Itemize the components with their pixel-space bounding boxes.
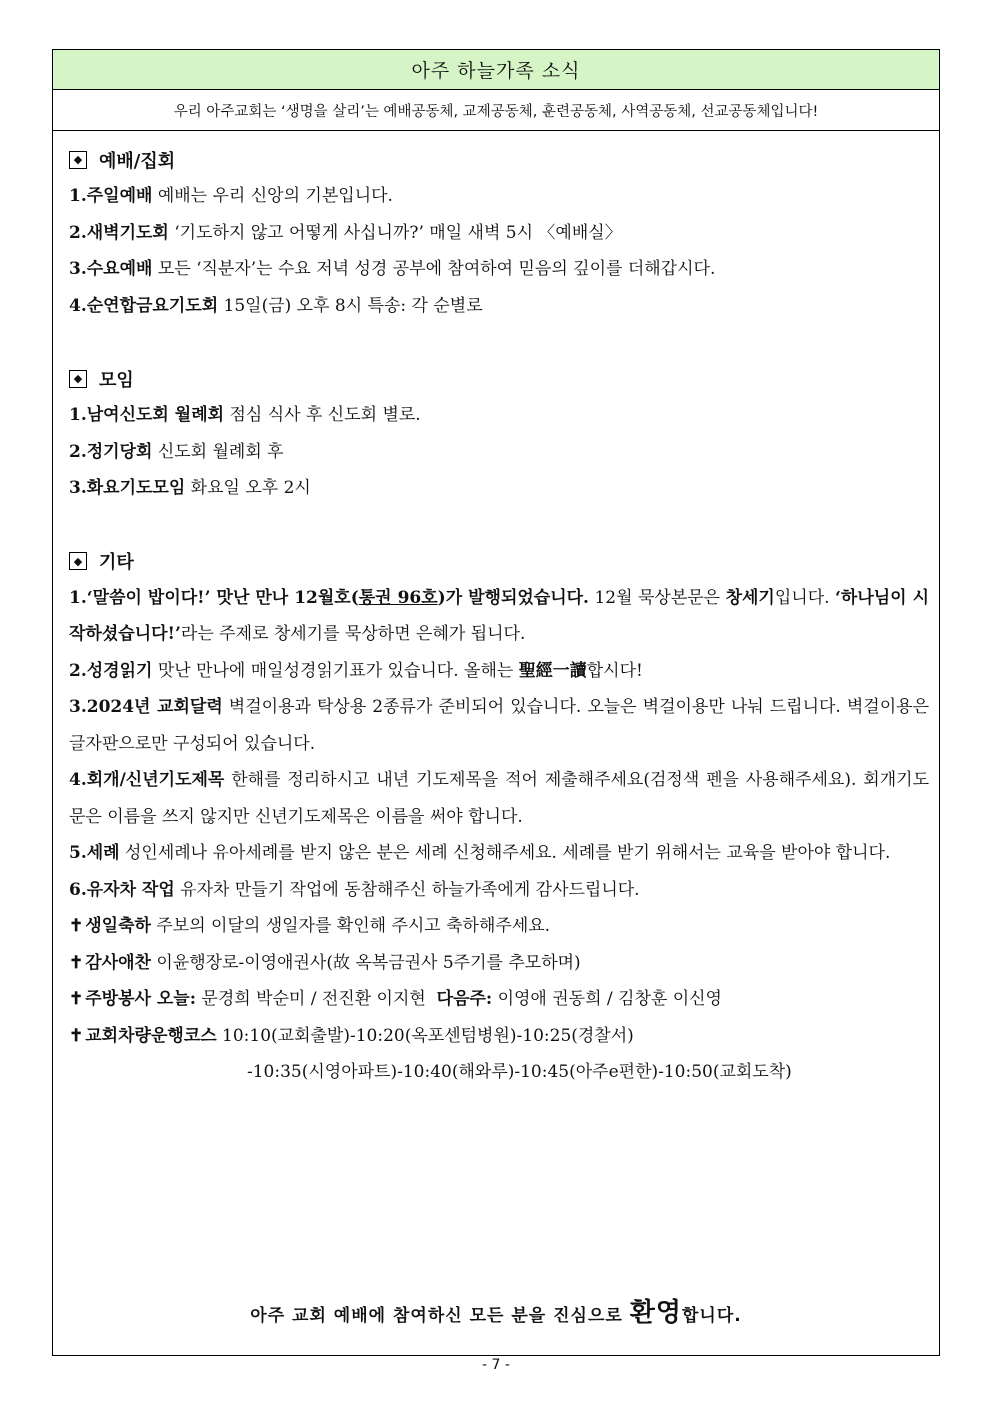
- item-label: 주방봉사: [85, 989, 151, 1009]
- item-label: 1.남여신도회 월례회: [69, 405, 225, 425]
- item-text: 합시다!: [586, 660, 643, 681]
- meeting-item: [69, 397, 929, 434]
- bulletin-frame: [52, 49, 940, 1356]
- item-label: 3.화요기도모임: [69, 478, 186, 498]
- welcome-text: 아주 교회 예배에 참여하신 모든 분을 진심으로: [250, 1306, 630, 1326]
- shuttle-route-1: 10:10(교회출발)-10:20(옥포센텀병원)-10:25(경찰서): [216, 1025, 634, 1046]
- item-label: 6.유자차 작업: [69, 879, 175, 900]
- item-label: )가 발행되었습니다.: [437, 587, 589, 608]
- item-text: 입니다.: [774, 587, 835, 608]
- item-label: 교회차량운행코스: [85, 1025, 217, 1046]
- diamond-in-square-icon: ◆: [69, 151, 87, 169]
- worship-item: [69, 215, 929, 252]
- misc-item-baptism: [69, 835, 929, 872]
- item-text: 성인세례나 유아세례를 받지 않은 분은 세례 신청해주세요. 세례를 받기 위해서는 교육을 받아야 합니다.: [119, 843, 891, 863]
- item-label: 2.정기당회: [69, 441, 153, 462]
- item-label: 4.순연합금요기도회: [69, 295, 219, 316]
- item-text: 벽걸이용과 탁상용 2종류가 준비되어 있습니다. 오늘은 벽걸이용만 나눠 드립니다. 벽걸이용은 글자판으로만 구성되어 있습니다.: [69, 697, 929, 754]
- shuttle-route-2: -10:35(시영아파트)-10:40(해와루)-10:45(아주e편한)-10:50(교회도착): [247, 1062, 792, 1082]
- next-week-label: 다음주:: [436, 989, 493, 1009]
- welcome-emphasis: 환영: [629, 1298, 682, 1328]
- worship-item: [69, 178, 929, 215]
- notice-kitchen: [69, 981, 929, 1018]
- issue-number: 통권 96호: [358, 587, 438, 608]
- meeting-item: [69, 434, 929, 471]
- today-volunteers: 문경희 박순미 / 전진환 이지현: [196, 989, 426, 1009]
- notice-birthday: [69, 908, 929, 945]
- cross-icon: ✝: [69, 916, 84, 936]
- item-label: 3.수요예배: [69, 259, 153, 279]
- page-number: - 7 -: [482, 1357, 510, 1373]
- item-label: 5.세례: [69, 843, 120, 863]
- item-label: 1.‘말씀이 밥이다!’ 맛난 만나 12월호(: [69, 587, 359, 608]
- bulletin-content: [53, 131, 939, 1091]
- spacer: [69, 324, 929, 360]
- cross-icon: ✝: [69, 989, 84, 1009]
- church-motto: 우리 아주교회는 ‘생명을 살리’는 예배공동체, 교제공동체, 훈련공동체, 사역공동체, 선교공동체입니다!: [53, 90, 939, 131]
- spacer: [69, 507, 929, 543]
- next-week-volunteers: 이영애 권동희 / 김창훈 이신영: [492, 989, 722, 1009]
- item-text: 신도회 월례회 후: [152, 441, 284, 462]
- hanja-text: 聖經一讀: [518, 660, 587, 681]
- misc-item-yuja-tea: [69, 872, 929, 909]
- meeting-item: [69, 470, 929, 507]
- section-title: 모임: [99, 369, 134, 391]
- item-text: 한해를 정리하시고 내년 기도제목을 적어 제출해주세요(검정색 펜을 사용해주세요). 회개기도문은 이름을 쓰지 않지만 신년기도제목은 이름을 써야 합니다.: [69, 770, 929, 827]
- section-worship-heading: [69, 141, 929, 178]
- item-label: 1.주일예배: [69, 186, 153, 206]
- welcome-text: 합니다.: [681, 1306, 742, 1326]
- item-text: 화요일 오후 2시: [185, 478, 311, 498]
- item-text: 점심 식사 후 신도회 별로.: [224, 405, 421, 425]
- section-title: 예배/집회: [99, 150, 176, 172]
- section-meetings-heading: [69, 360, 929, 397]
- misc-item-calendar: [69, 689, 929, 762]
- today-label: 오늘:: [150, 989, 196, 1009]
- cross-icon: ✝: [69, 1025, 84, 1046]
- diamond-in-square-icon: ◆: [69, 552, 87, 570]
- diamond-in-square-icon: ◆: [69, 370, 87, 388]
- item-label: 생일축하: [85, 916, 151, 936]
- worship-item: [69, 288, 929, 325]
- section-misc-heading: [69, 543, 929, 580]
- item-text: ‘기도하지 않고 어떻게 사십니까?’ 매일 새벽 5시 〈예배실〉: [168, 222, 622, 243]
- worship-item: [69, 251, 929, 288]
- item-text: 주보의 이달의 생일자를 확인해 주시고 축하해주세요.: [150, 916, 551, 936]
- item-text: 예배는 우리 신앙의 기본입니다.: [152, 186, 393, 206]
- notice-shuttle: [69, 1018, 929, 1055]
- item-label: 2.새벽기도회: [69, 222, 169, 243]
- bulletin-title: 아주 하늘가족 소식: [53, 50, 939, 90]
- item-label: 4.회개/신년기도제목: [69, 770, 225, 790]
- misc-item-bible-reading: [69, 653, 929, 690]
- cross-icon: ✝: [69, 952, 84, 973]
- misc-item-prayer: [69, 762, 929, 835]
- item-text: 라는 주제로 창세기를 묵상하면 은혜가 됩니다.: [180, 624, 526, 644]
- item-text: 이윤행장로-이영애권사(故 옥복금권사 5주기를 추모하며): [150, 952, 581, 973]
- item-label: 감사애찬: [85, 952, 151, 973]
- theme-title: ‘하나님이 시작하셨습니다!’: [69, 587, 929, 644]
- notice-thanks: [69, 945, 929, 982]
- item-text: 12월 묵상본문은: [588, 587, 726, 608]
- item-text: 맛난 만나에 매일성경읽기표가 있습니다. 올해는: [152, 660, 519, 681]
- book-name: 창세기: [725, 587, 775, 608]
- item-text: 모든 ‘직분자’는 수요 저녁 성경 공부에 참여하여 믿음의 깊이를 더해갑시다.: [152, 259, 716, 279]
- item-label: 2.성경읽기: [69, 660, 153, 681]
- welcome-message: [53, 1292, 939, 1329]
- item-text: 유자차 만들기 작업에 동참해주신 하늘가족에게 감사드립니다.: [174, 879, 640, 900]
- item-label: 3.2024년 교회달력: [69, 697, 223, 717]
- item-text: 15일(금) 오후 8시 특송: 각 순별로: [218, 295, 483, 316]
- misc-item-manna: [69, 580, 929, 653]
- section-title: 기타: [99, 552, 134, 573]
